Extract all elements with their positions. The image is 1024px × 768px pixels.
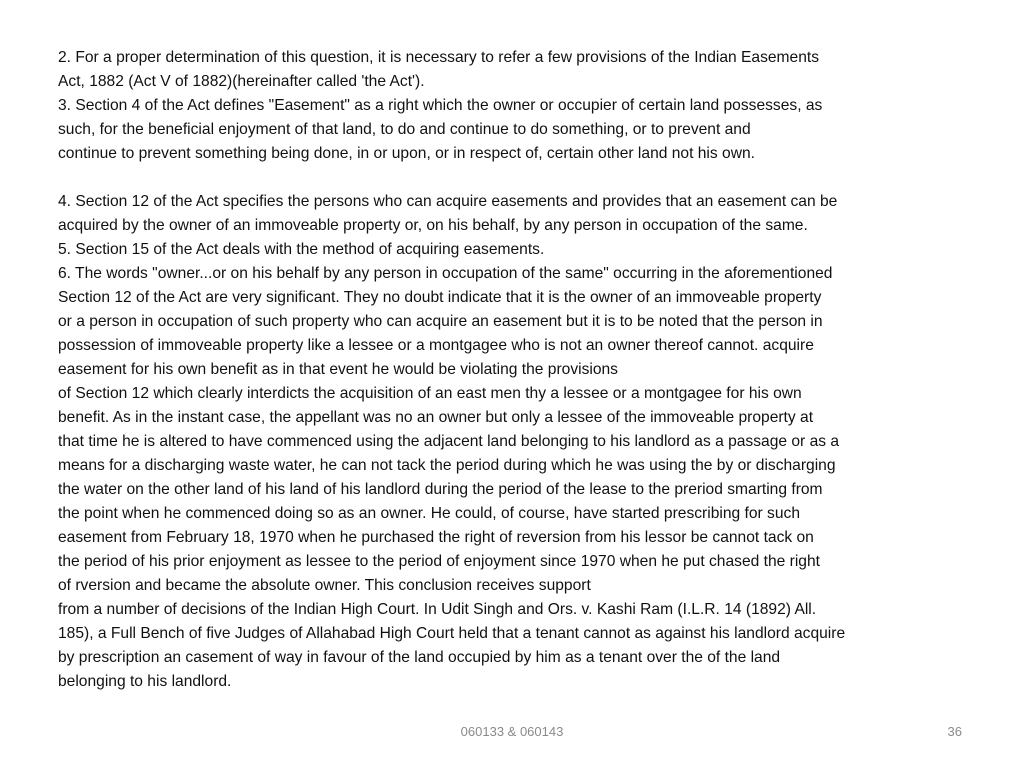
footer-case-numbers: 060133 & 060143 — [460, 724, 564, 739]
text-line: belonging to his landlord. — [58, 673, 232, 690]
text-line: the water on the other land of his land of his landlord during the period of the lease to the preriod smarting from — [58, 481, 823, 498]
text-line: that time he is altered to have commenced using the adjacent land belonging to his landlord as a passage or as a — [58, 433, 840, 450]
text-line: by prescription an casement of way in favour of the land occupied by him as a tenant over the of the land — [58, 649, 781, 666]
text-line: or a person in occupation of such property who can acquire an easement but it is to be noted that the person in — [58, 313, 823, 330]
slide-body-text — [58, 46, 978, 694]
text-line: easement from February 18, 1970 when he purchased the right of reversion from his lessor be cannot tack on — [58, 529, 814, 546]
text-line: the point when he commenced doing so as an owner. He could, of course, have started prescribing for such — [58, 505, 800, 522]
text-line: of Section 12 which clearly interdicts the acquisition of an east men thy a lessee or a montgagee for his own — [58, 385, 802, 402]
text-line: continue to prevent something being done, in or upon, or in respect of, certain other land not his own. — [58, 145, 755, 162]
text-line: acquired by the owner of an immoveable property or, on his behalf, by any person in occupation of the same. — [58, 217, 808, 234]
text-line: 185), a Full Bench of five Judges of Allahabad High Court held that a tenant cannot as against his landlord acquire — [58, 625, 846, 642]
text-line: easement for his own benefit as in that event he would be violating the provisions — [58, 361, 618, 378]
blank-line — [58, 166, 978, 190]
text-line: 6. The words "owner...or on his behalf by any person in occupation of the same" occurring in the aforementioned — [58, 265, 833, 282]
text-line: 2. For a proper determination of this question, it is necessary to refer a few provisions of the Indian Easements — [58, 49, 820, 66]
text-line: from a number of decisions of the Indian High Court. In Udit Singh and Ors. v. Kashi Ram (I.L.R. 14 (1892) All. — [58, 601, 817, 618]
text-line: of rversion and became the absolute owner. This conclusion receives support — [58, 577, 591, 594]
footer-page-number: 36 — [947, 724, 962, 739]
text-line: 4. Section 12 of the Act specifies the persons who can acquire easements and provides that an easement can be — [58, 193, 838, 210]
text-line: benefit. As in the instant case, the appellant was no an owner but only a lessee of the immoveable property at — [58, 409, 814, 426]
text-line: Section 12 of the Act are very significant. They no doubt indicate that it is the owner of an immoveable property — [58, 289, 822, 306]
text-line: means for a discharging waste water, he can not tack the period during which he was using the by or discharging — [58, 457, 836, 474]
text-line: 3. Section 4 of the Act defines "Easement" as a right which the owner or occupier of certain land possesses, as — [58, 97, 823, 114]
text-line: possession of immoveable property like a lessee or a montgagee who is not an owner thereof cannot. acquire — [58, 337, 814, 354]
text-line: such, for the beneficial enjoyment of that land, to do and continue to do something, or to prevent and — [58, 121, 751, 138]
text-line: Act, 1882 (Act V of 1882)(hereinafter called 'the Act'). — [58, 73, 425, 90]
text-line: 5. Section 15 of the Act deals with the method of acquiring easements. — [58, 241, 545, 258]
text-line: the period of his prior enjoyment as lessee to the period of enjoyment since 1970 when he put chased the right — [58, 553, 820, 570]
